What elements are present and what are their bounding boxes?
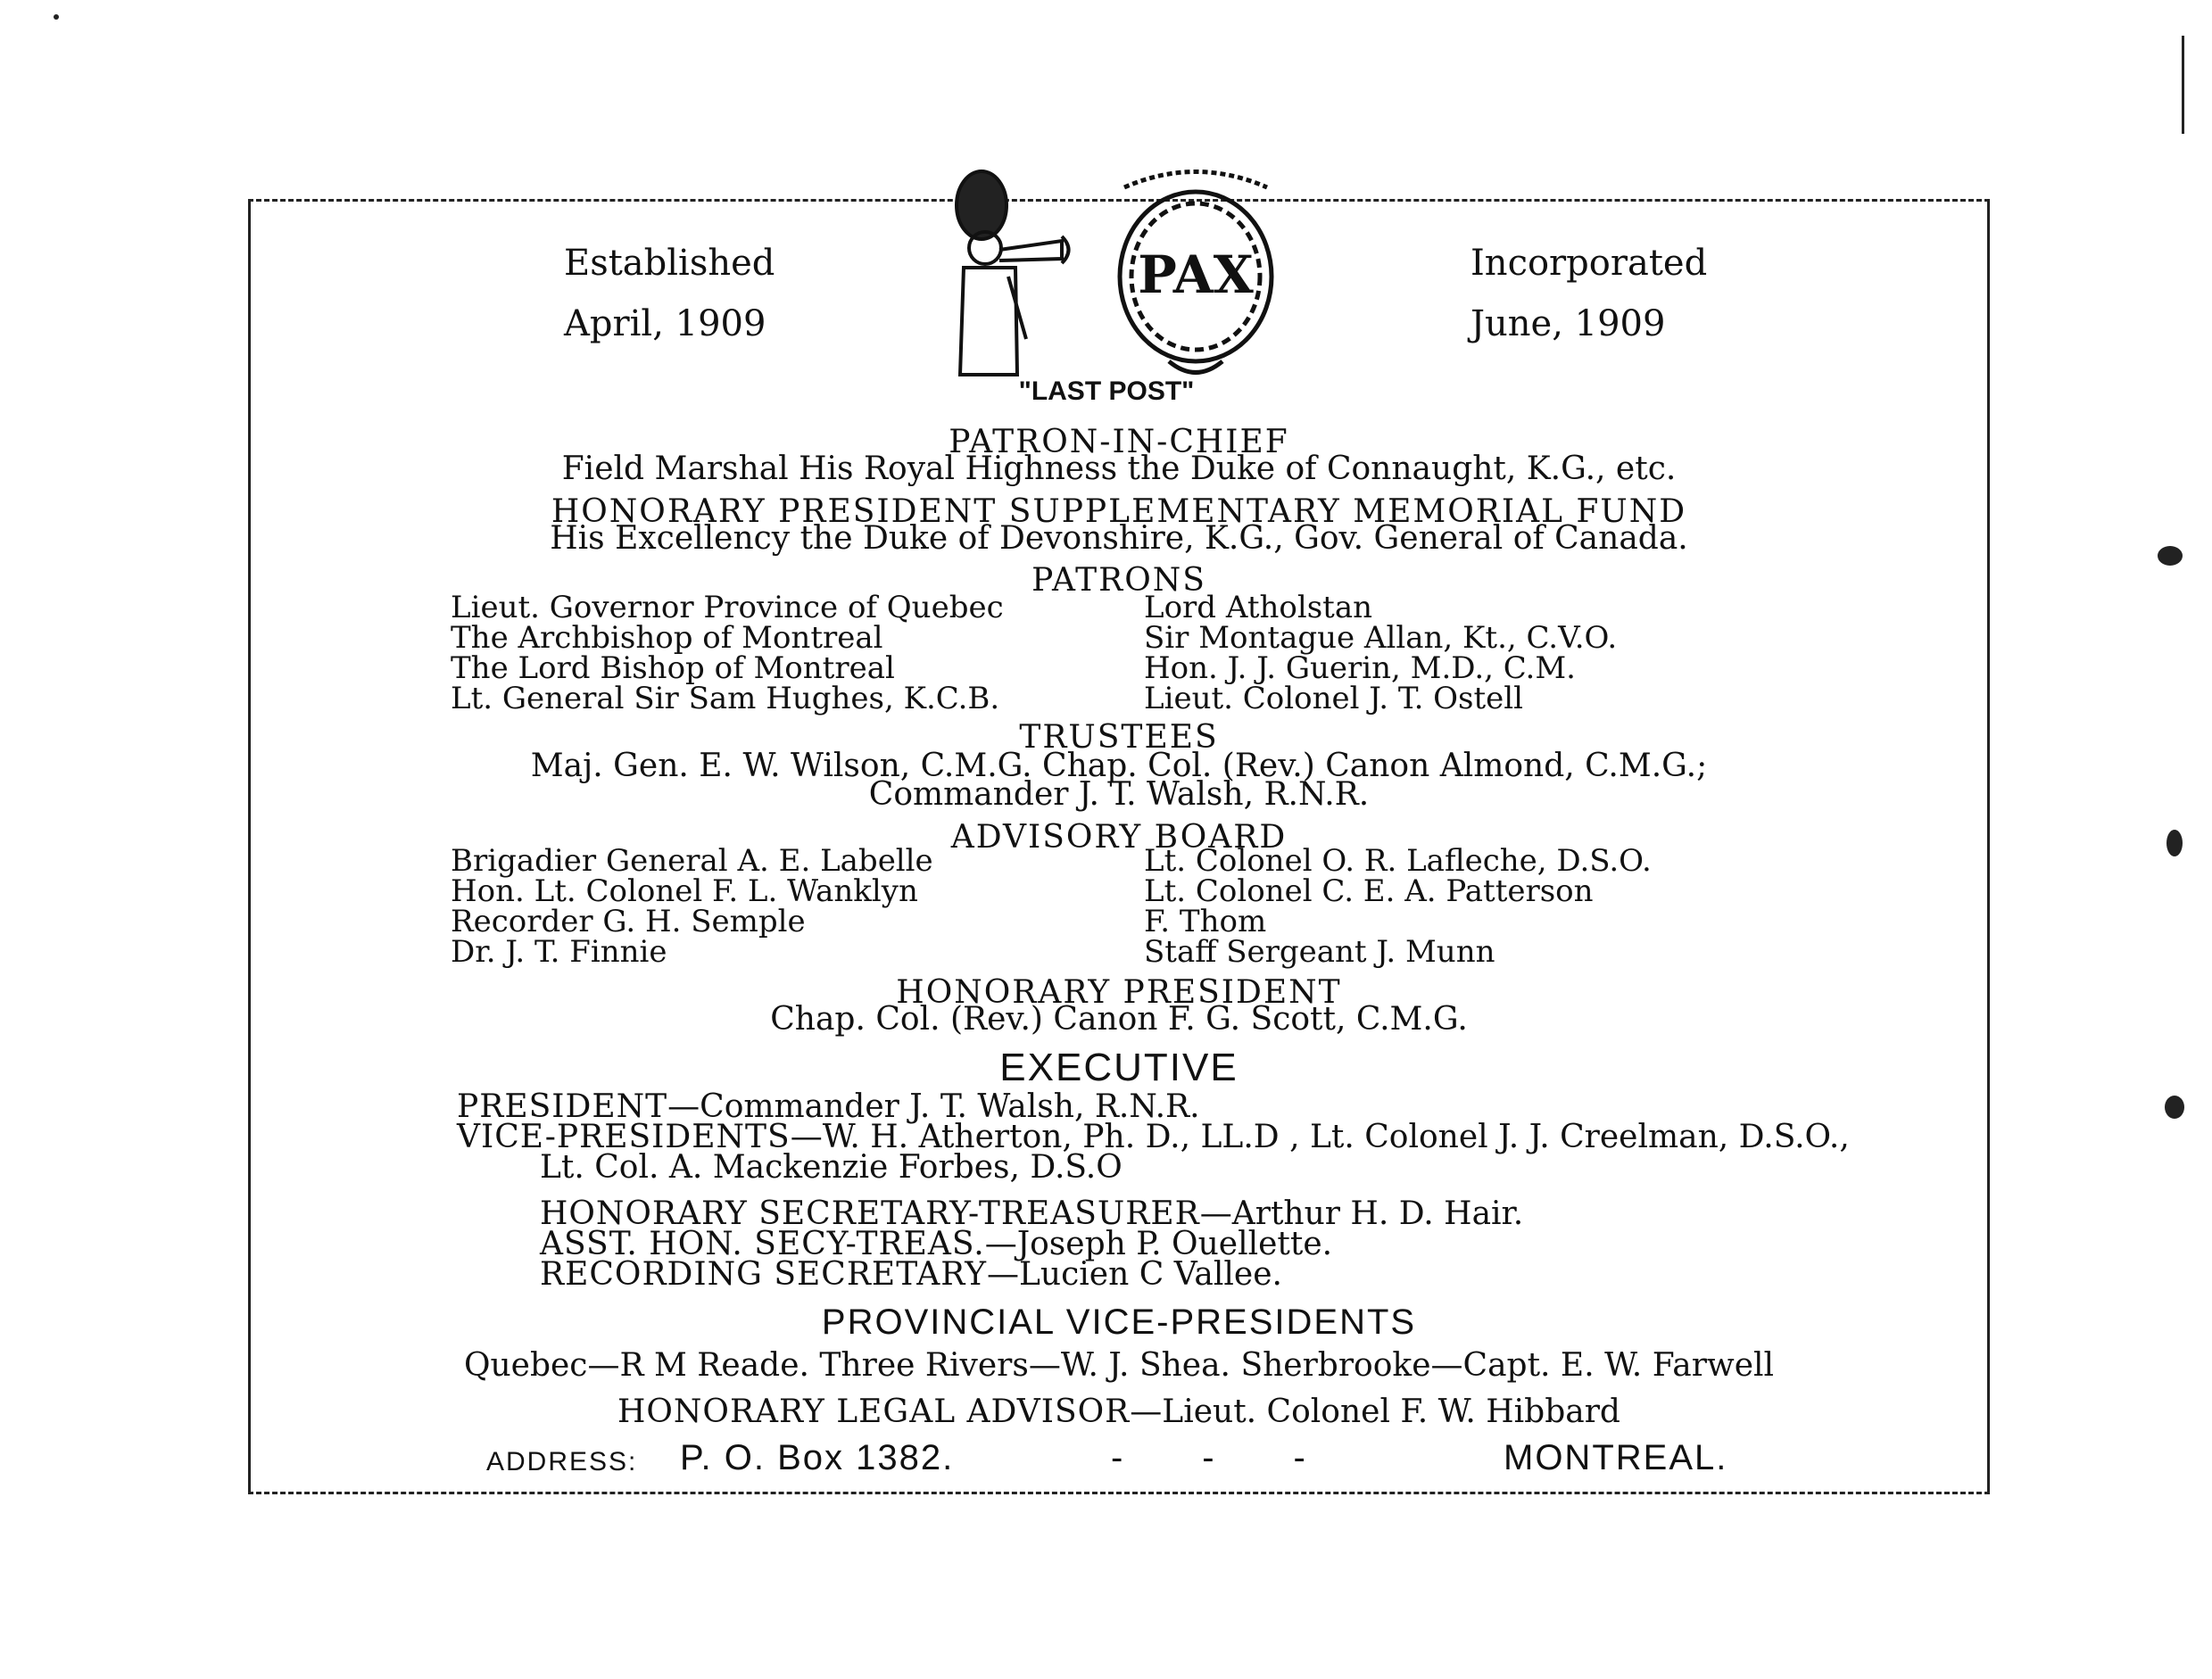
provincial-line: Quebec—R M Reade. Three Rivers—W. J. Shea. Sherbrooke—Capt. E. W. Farwell — [463, 1347, 1775, 1384]
vice-presidents-label: VICE-PRESIDENTS — [457, 1119, 791, 1155]
list-item: The Archbishop of Montreal — [451, 620, 883, 656]
advisory-right-column — [1144, 843, 1652, 970]
list-item: Sir Montague Allan, Kt., C.V.O. — [1144, 620, 1618, 656]
provincial-heading: PROVINCIAL VICE-PRESIDENTS — [821, 1303, 1417, 1342]
president-label: PRESIDENT — [457, 1088, 668, 1125]
recording-secretary-value: —Lucien C Vallee. — [987, 1256, 1282, 1293]
fund-president-name: His Excellency the Duke of Devonshire, K.G., Gov. General of Canada. — [550, 520, 1688, 557]
recording-secretary-row — [540, 1256, 1282, 1293]
list-item: Recorder G. H. Semple — [451, 904, 806, 939]
list-item: Lieut. Colonel J. T. Ostell — [1144, 681, 1524, 716]
incorporated-date: June, 1909 — [1471, 303, 1666, 344]
list-item: Lieut. Governor Province of Quebec — [451, 590, 1004, 625]
legal-advisor-value: —Lieut. Colonel F. W. Hibbard — [1130, 1394, 1620, 1430]
honorary-president-heading: HONORARY PRESIDENT — [896, 974, 1342, 1011]
list-item: Hon. Lt. Colonel F. L. Wanklyn — [451, 873, 918, 909]
trustees-heading: TRUSTEES — [1019, 719, 1219, 756]
list-item: The Lord Bishop of Montreal — [451, 650, 895, 686]
list-item: F. Thom — [1144, 904, 1267, 939]
executive-heading: EXECUTIVE — [999, 1046, 1239, 1089]
list-item: Lt. Colonel O. R. Lafleche, D.S.O. — [1144, 843, 1652, 879]
legal-advisor-label: HONORARY LEGAL ADVISOR — [617, 1394, 1131, 1430]
patrons-left-column — [451, 592, 1004, 714]
established-label: Established — [564, 243, 775, 284]
trustees-line-1: Maj. Gen. E. W. Wilson, C.M.G. Chap. Col. (Rev.) Canon Almond, C.M.G.; — [530, 748, 1708, 784]
patron-in-chief-name: Field Marshal His Royal Highness the Duke of Connaught, K.G., etc. — [561, 451, 1677, 487]
legal-advisor-row — [248, 1394, 1990, 1430]
last-post-logo — [928, 161, 1303, 401]
established-date: April, 1909 — [564, 303, 766, 344]
logo-caption: "LAST POST" — [1018, 376, 1195, 401]
vice-presidents-continued: Lt. Col. A. Mackenzie Forbes, D.S.O — [540, 1149, 1123, 1186]
recording-secretary-label: RECORDING SECRETARY — [540, 1256, 988, 1293]
bugler-icon — [957, 171, 1069, 375]
asst-secretary-label: ASST. HON. SECY-TREAS. — [540, 1226, 985, 1262]
vice-presidents-value: —W. H. Atherton, Ph. D., LL.D , Lt. Colonel J. J. Creelman, D.S.O., — [790, 1119, 1850, 1155]
advisory-left-column — [451, 843, 933, 970]
fund-president-heading: HONORARY PRESIDENT SUPPLEMENTARY MEMORIAL FUND — [551, 493, 1687, 530]
hon-secretary-treasurer-value: —Arthur H. D. Hair. — [1199, 1195, 1524, 1232]
advisory-board-heading: ADVISORY BOARD — [950, 819, 1288, 856]
address-label: ADDRESS: — [486, 1447, 638, 1476]
patrons-right-column — [1144, 592, 1617, 714]
list-item: Lt. Colonel C. E. A. Patterson — [1144, 873, 1594, 909]
address-city: MONTREAL. — [1504, 1438, 1728, 1477]
list-item: Lt. General Sir Sam Hughes, K.C.B. — [451, 681, 1000, 716]
president-value: —Commander J. T. Walsh, R.N.R. — [667, 1088, 1200, 1125]
list-item: Lord Atholstan — [1144, 590, 1373, 625]
list-item: Staff Sergeant J. Munn — [1144, 934, 1495, 970]
patron-in-chief-heading: PATRON-IN-CHIEF — [949, 424, 1289, 460]
list-item: Hon. J. J. Guerin, M.D., C.M. — [1144, 650, 1576, 686]
address-dashes: - - - — [1111, 1438, 1305, 1477]
patrons-heading: PATRONS — [1031, 562, 1206, 599]
hon-secretary-treasurer-label: HONORARY SECRETARY-TREASURER — [540, 1195, 1200, 1232]
asst-secretary-value: —Joseph P. Ouellette. — [984, 1226, 1333, 1262]
address-box: P. O. Box 1382. — [680, 1438, 955, 1477]
list-item: Brigadier General A. E. Labelle — [451, 843, 933, 879]
logo-pax-text: PAX — [1138, 244, 1254, 305]
trustees-line-2: Commander J. T. Walsh, R.N.R. — [868, 776, 1370, 813]
incorporated-label: Incorporated — [1471, 243, 1708, 284]
list-item: Dr. J. T. Finnie — [451, 934, 667, 970]
honorary-president-name: Chap. Col. (Rev.) Canon F. G. Scott, C.M.G. — [770, 1001, 1468, 1038]
